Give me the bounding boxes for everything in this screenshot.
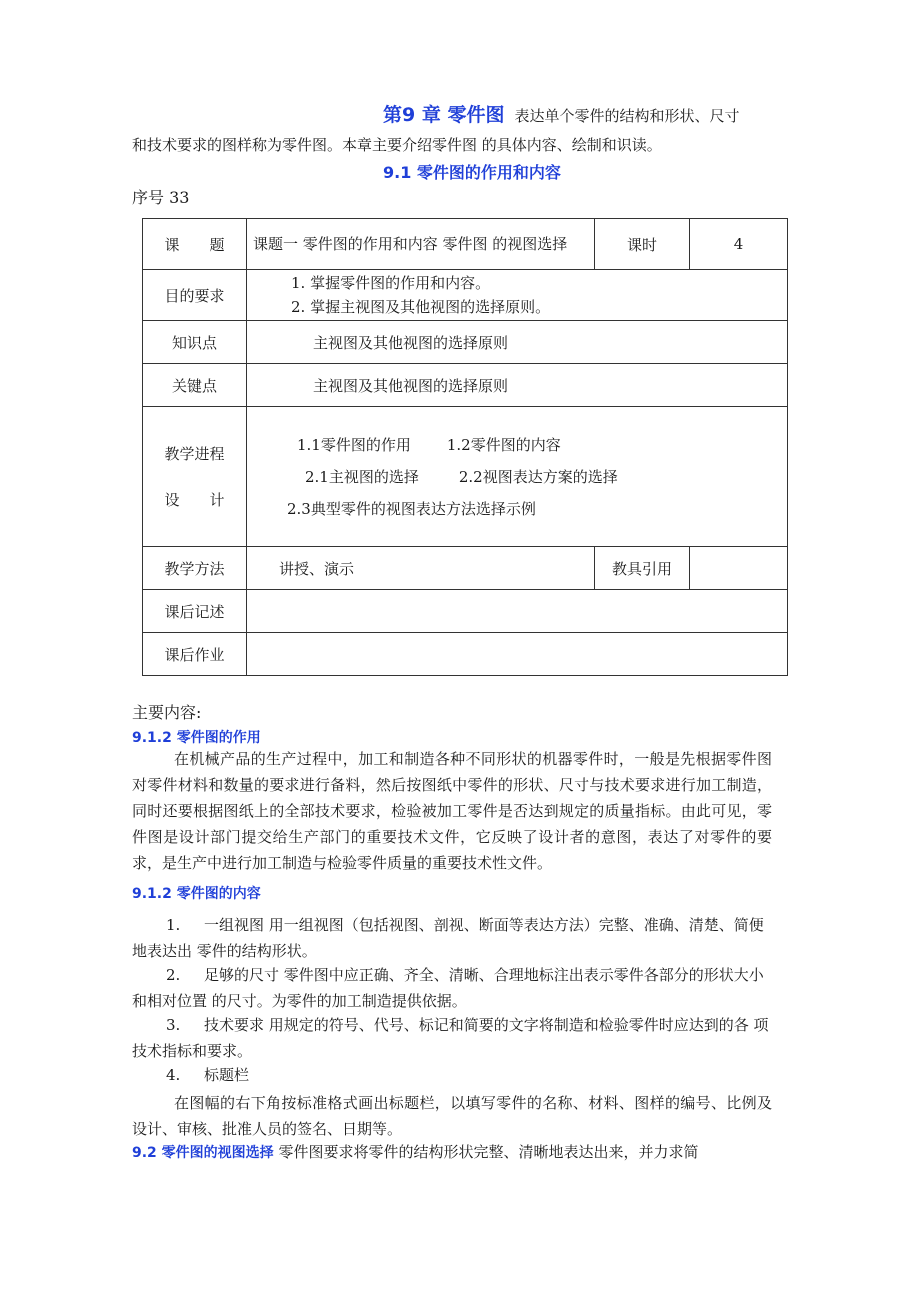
progress-line-3: 2.3典型零件的视图表达方法选择示例 [287,499,536,518]
goals-cell [247,270,788,321]
chapter-title: 第9 章 零件图 [383,104,505,126]
tools-value [690,547,788,590]
function-paragraph: 在机械产品的生产过程中，加工和制造各种不同形状的机器零件时，一般是先根据零件图对零件材料和数量的要求进行备料，然后按图纸中零件的形状、尺寸与技术要求进行加工制造，同时还要根据图纸上的全部技术要求，检验被加工零件是否达到规定的质量指标。由此可见，零件图是设计部门提交给生产部门的重要技术文件，它反映了设计者的意图，表达了对零件的要求，是生产中进行加工制造与检验零件质量的重要技术性文件。 [132,750,772,872]
topic-value: 课题一 零件图的作用和内容 零件图 的视图选择 [247,219,595,270]
keypoints-label: 关键点 [143,364,247,407]
section-9-1-title: 9.1 零件图的作用和内容 [383,163,561,182]
content-item-3-text: 技术要求 用规定的符号、代号、标记和简要的文字将制造和检验零件时应达到的各 项技术指标和要求。 [132,1016,769,1060]
goals-label: 目的要求 [143,270,247,321]
knowledge-label: 知识点 [143,321,247,364]
notes-value [247,590,788,633]
table-row-knowledge [143,321,788,364]
content-item-2-number: 2. [166,966,181,984]
progress-label-cell [143,407,247,547]
section-9-1-2-content-title: 9.1.2 零件图的内容 [132,886,261,902]
table-row-topic [143,219,788,270]
progress-line-2 [251,466,783,488]
hours-value: 4 [690,219,788,270]
table-row-progress [143,407,788,547]
progress-cell [247,407,788,547]
homework-label: 课后作业 [143,633,247,676]
table-row-goals [143,270,788,321]
section-9-1-2-function-title: 9.1.2 零件图的作用 [132,730,261,746]
content-item-4 [132,1062,772,1088]
serial-number: 序号 33 [132,188,190,207]
goal-item-2: 2. 掌握主视图及其他视图的选择原则。 [291,298,551,316]
main-content-label: 主要内容: [132,703,202,722]
table-row-keypoints [143,364,788,407]
progress-item-2-1: 2.1主视图的选择 [305,467,419,486]
chapter-intro-second: 和技术要求的图样称为零件图。本章主要介绍零件图 的具体内容、绘制和识读。 [132,136,662,154]
table-row-notes [143,590,788,633]
content-item-3-number: 3. [166,1016,181,1034]
method-value: 讲授、演示 [247,547,595,590]
chapter-intro-first: 表达单个零件的结构和形状、尺寸 [514,107,740,125]
progress-label-2: 设 计 [164,490,225,509]
section-9-2-line [132,1140,772,1165]
hours-label: 课时 [595,219,690,270]
title-block-paragraph: 在图幅的右下角按标准格式画出标题栏，以填写零件的名称、材料、图样的编号、比例及设计、审核、批准人员的签名、日期等。 [132,1094,772,1138]
content-item-4-text: 标题栏 [204,1066,250,1084]
table-row-homework [143,633,788,676]
content-item-4-number: 4. [166,1066,181,1084]
tools-label: 教具引用 [595,547,690,590]
content-item-2-text: 足够的尺寸 零件图中应正确、齐全、清晰、合理地标注出表示零件各部分的形状大小和相对位置 的尺寸。为零件的加工制造提供依据。 [132,966,764,1010]
progress-item-1-1: 1.1零件图的作用 [297,435,411,454]
keypoints-value: 主视图及其他视图的选择原则 [247,364,788,407]
homework-value [247,633,788,676]
method-label: 教学方法 [143,547,247,590]
content-item-1-number: 1. [166,916,181,934]
topic-label: 课 题 [143,219,247,270]
content-item-2 [132,962,772,1014]
content-item-3 [132,1012,772,1064]
progress-line-1 [251,434,783,456]
knowledge-value: 主视图及其他视图的选择原则 [247,321,788,364]
content-item-1-text: 一组视图 用一组视图（包括视图、剖视、断面等表达方法）完整、准确、清楚、简便地表达出 零件的结构形状。 [132,916,764,960]
lesson-plan-table [142,218,788,676]
section-9-2-text: 零件图要求将零件的结构形状完整、清晰地表达出来，并力求简 [278,1143,699,1161]
progress-item-2-2: 2.2视图表达方案的选择 [458,467,618,486]
goal-item-1: 1. 掌握零件图的作用和内容。 [291,274,491,292]
section-9-2-title: 9.2 零件图的视图选择 [132,1145,274,1161]
notes-label: 课后记述 [143,590,247,633]
progress-label-1: 教学进程 [164,444,225,463]
progress-item-1-2: 1.2零件图的内容 [446,435,561,454]
table-row-method [143,547,788,590]
chapter-header [383,100,739,127]
content-item-1 [132,912,772,964]
